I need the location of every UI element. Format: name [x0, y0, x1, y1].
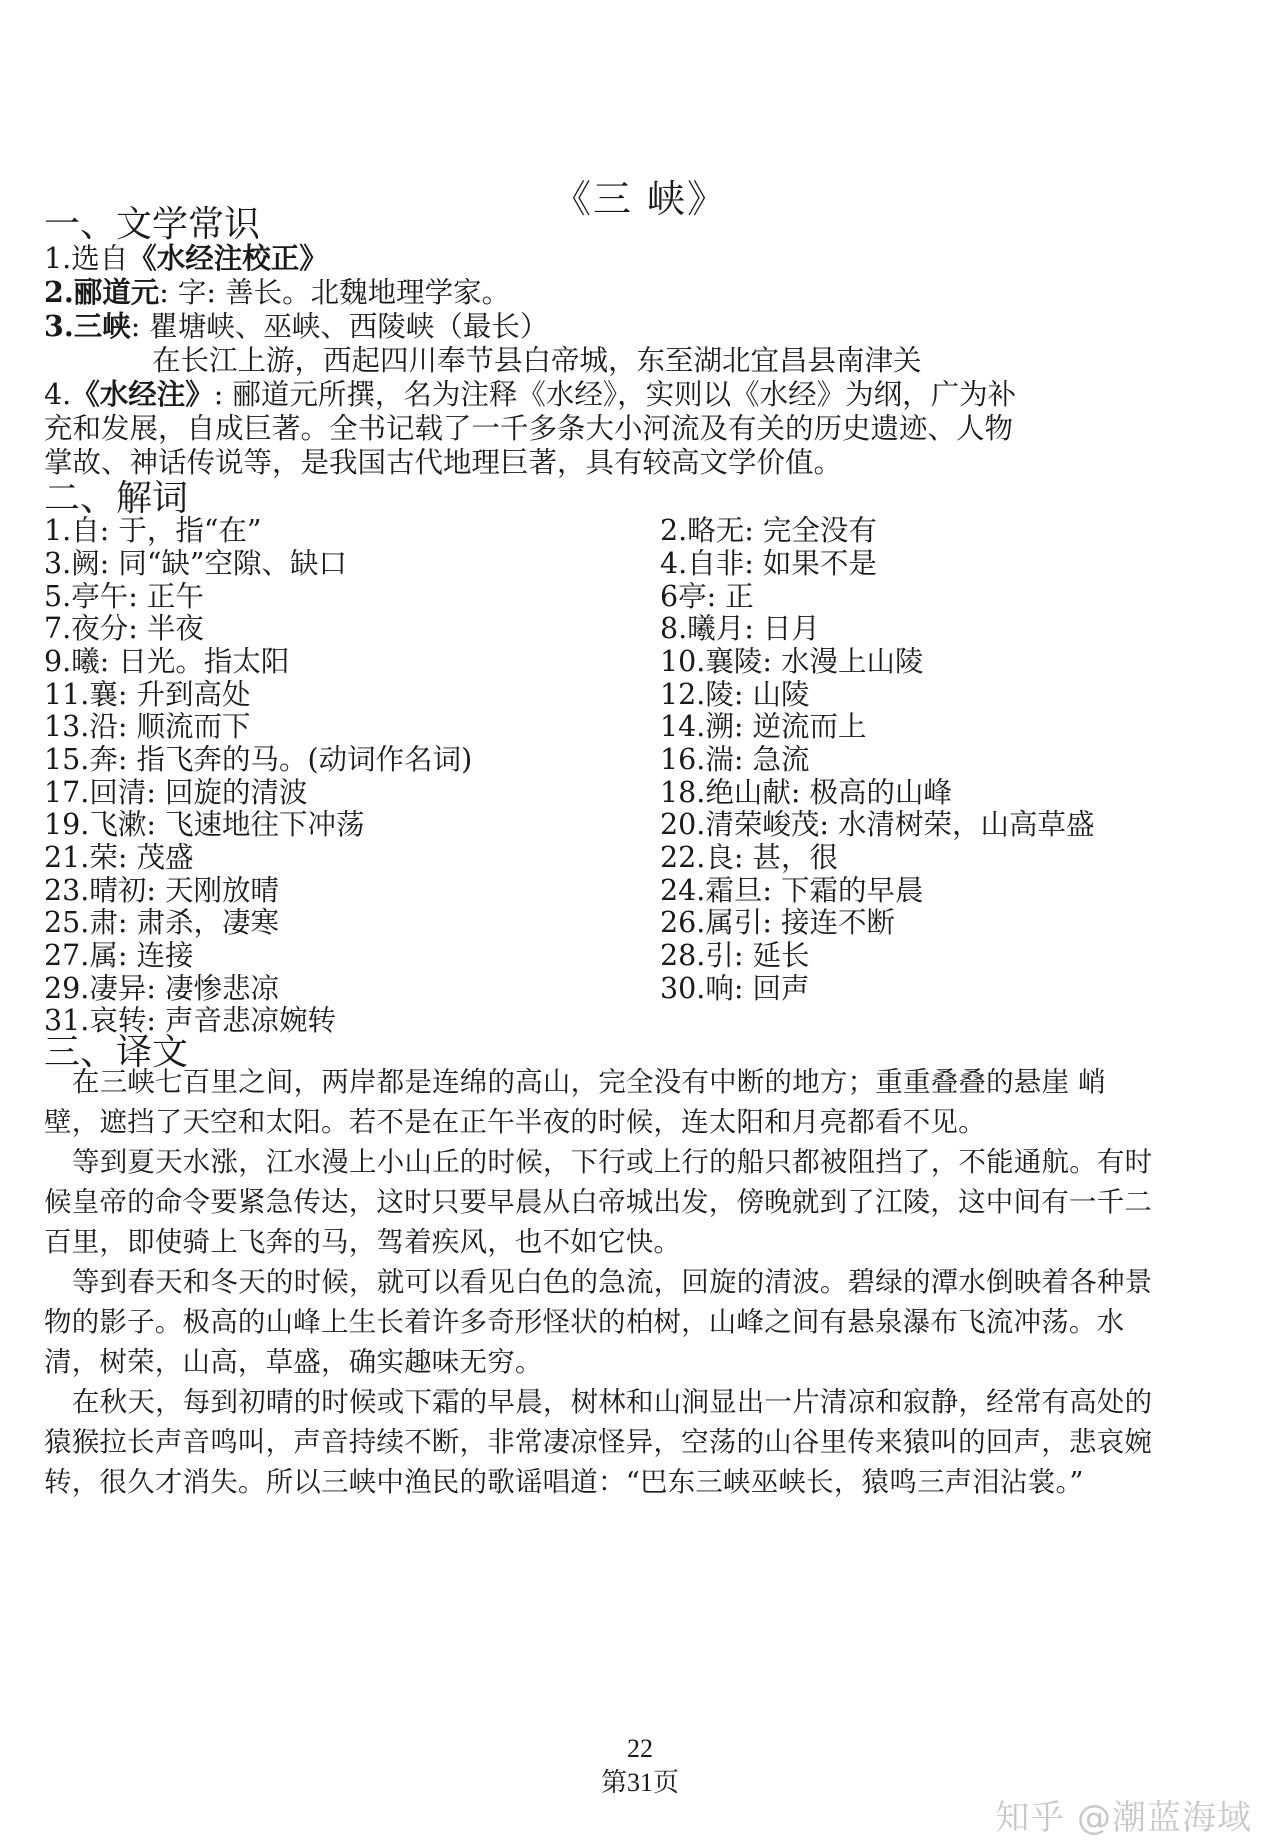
vocab-item: 18.绝山献: 极高的山峰 [660, 776, 952, 809]
vocab-item: 11.襄: 升到高处 [44, 678, 251, 711]
vocab-item: 28.引: 延长 [660, 939, 810, 972]
literary-item-3-term: 3.三峡 [44, 309, 131, 343]
vocab-item: 20.清荣峻茂: 水清树荣，山高草盛 [660, 808, 1095, 841]
page-title: 《三 峡》 [552, 177, 728, 221]
vocab-item: 15.奔: 指飞奔的马。(动词作名词) [44, 743, 473, 776]
section-heading-vocabulary: 二、解词 [44, 478, 189, 519]
vocab-item: 29.凄异: 凄惨悲凉 [44, 972, 279, 1005]
literary-item-1-prefix: 1.选自 [44, 242, 129, 275]
translation-paragraph-1: 在三峡七百里之间，两岸都是连绵的高山，完全没有中断的地方；重重叠叠的悬崖 峭壁，遮挡了天空和太阳。若不是在正午半夜的时候，连太阳和月亮都看不见。 [44, 1066, 1106, 1138]
vocab-item: 8.曦月: 日月 [660, 612, 820, 645]
vocab-item: 17.回清: 回旋的清波 [44, 776, 308, 809]
literary-item-4-term: 《水经注》 [71, 377, 214, 411]
literary-item-2-term: 2.郦道元 [44, 275, 160, 309]
literary-item-4-desc: : 郦道元所撰，名为注释《水经》，实则以《水经》为纲，广为补 [213, 378, 1017, 411]
vocab-item: 9.曦: 日光。指太阳 [44, 645, 290, 678]
vocab-item: 25.肃: 肃杀，凄寒 [44, 906, 279, 939]
vocab-item: 2.略无: 完全没有 [660, 514, 877, 547]
vocab-item: 31.哀转: 声音悲凉婉转 [44, 1004, 336, 1037]
vocab-item: 5.亭午: 正午 [44, 580, 204, 613]
vocab-item: 26.属引: 接连不断 [660, 906, 895, 939]
literary-item-4-prefix: 4. [44, 378, 72, 411]
literary-item-3-location: 在长江上游，西起四川奉节县白帝城，东至湖北宜昌县南津关 [152, 344, 922, 377]
literary-item-3-desc: : 瞿塘峡、巫峡、西陵峡（最长） [130, 310, 549, 343]
vocab-item: 21.荣: 茂盛 [44, 841, 194, 874]
vocab-item: 30.响: 回声 [660, 972, 810, 1005]
vocab-item: 14.溯: 逆流而上 [660, 710, 867, 743]
vocab-item: 1.自: 于，指“在” [44, 514, 262, 547]
literary-item-1-source: 《水经注校正》 [128, 241, 328, 275]
vocab-item: 4.自非: 如果不是 [660, 547, 877, 580]
literary-item-4-cont-1: 充和发展，自成巨著。全书记载了一千多条大小河流及有关的历史遗迹、人物 [44, 412, 1014, 445]
page-label: 第31页 [600, 1768, 679, 1797]
vocab-item: 23.晴初: 天刚放晴 [44, 874, 279, 907]
vocab-item: 22.良: 甚，很 [660, 841, 838, 874]
vocab-item: 13.沿: 顺流而下 [44, 710, 251, 743]
watermark: 知乎 @潮蓝海域 [995, 1798, 1252, 1838]
vocab-item: 10.襄陵: 水漫上山陵 [660, 645, 924, 678]
literary-item-2-desc: : 字: 善长。北魏地理学家。 [159, 276, 511, 309]
section-heading-literary-knowledge: 一、文学常识 [44, 204, 261, 245]
vocab-item: 16.湍: 急流 [660, 743, 810, 776]
vocab-item: 19.飞漱: 飞速地往下冲荡 [44, 808, 365, 841]
vocab-item: 3.阙: 同“缺”空隙、缺口 [44, 547, 347, 580]
vocab-item: 27.属: 连接 [44, 939, 194, 972]
translation-paragraph-2: 等到夏天水涨，江水漫上小山丘的时候，下行或上行的船只都被阻挡了，不能通航。有时候皇帝的命令要紧急传达，这时只要早晨从白帝城出发，傍晚就到了江陵，这中间有一千二百里，即使骑上飞奔的马，驾着疾风，也不如它快。 [44, 1146, 1153, 1258]
vocab-item: 6亭: 正 [660, 580, 754, 613]
vocab-item: 24.霜旦: 下霜的早晨 [660, 874, 924, 907]
translation-paragraph-4: 在秋天，每到初晴的时候或下霜的早晨，树林和山涧显出一片清凉和寂静，经常有高处的猿猴拉长声音鸣叫，声音持续不断，非常凄凉怪异，空荡的山谷里传来猿叫的回声，悲哀婉转，很久才消失。所以三峡中渔民的歌谣唱道：“巴东三峡巫峡长，猿鸣三声泪沾裳。” [44, 1386, 1153, 1498]
literary-item-4-cont-2: 掌故、神话传说等，是我国古代地理巨著，具有较高文学价值。 [44, 446, 843, 479]
vocab-item: 7.夜分: 半夜 [44, 612, 204, 645]
section-heading-translation: 三、译文 [44, 1032, 189, 1073]
page-number: 22 [627, 1734, 653, 1763]
translation-paragraph-3: 等到春天和冬天的时候，就可以看见白色的急流，回旋的清波。碧绿的潭水倒映着各种景物的影子。极高的山峰上生长着许多奇形怪状的柏树，山峰之间有悬泉瀑布飞流冲荡。水清，树荣，山高，草盛，确实趣味无穷。 [44, 1266, 1153, 1378]
vocab-item: 12.陵: 山陵 [660, 678, 810, 711]
